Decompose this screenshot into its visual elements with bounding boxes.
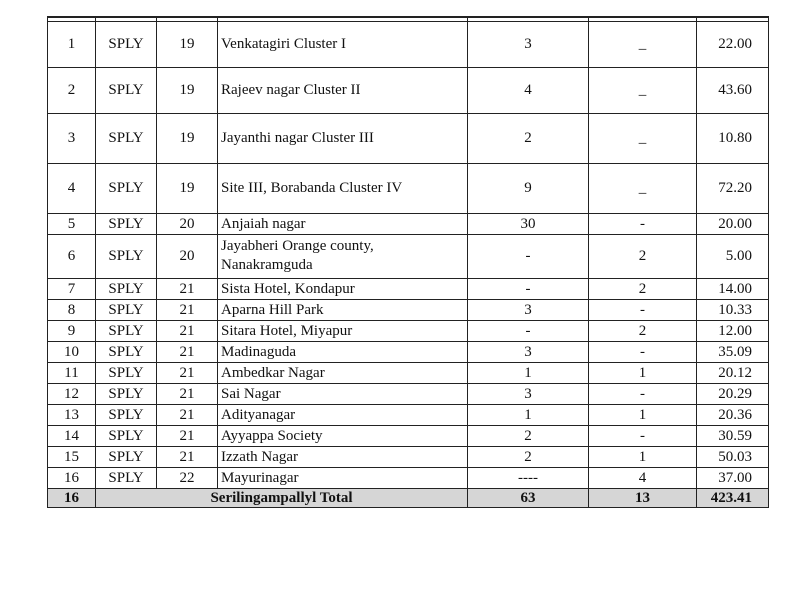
cell-amount: 35.09 (697, 341, 769, 362)
cell-count-b: - (589, 425, 697, 446)
cell-count-b: _ (589, 67, 697, 113)
cell-circle: SPLY (96, 404, 157, 425)
cell-sno: 3 (48, 113, 96, 163)
cell-location: Jayabheri Orange county, Nanakramguda (218, 234, 468, 278)
cell-circle: SPLY (96, 383, 157, 404)
cell-count-b: _ (589, 21, 697, 67)
cell-location: Aparna Hill Park (218, 299, 468, 320)
cell-circle: SPLY (96, 278, 157, 299)
cell-sno: 10 (48, 341, 96, 362)
cell-sno: 5 (48, 213, 96, 234)
cell-count-a: 1 (468, 362, 589, 383)
cell-count-a: 2 (468, 425, 589, 446)
total-row (48, 488, 769, 507)
cell-circle: SPLY (96, 425, 157, 446)
cell-count-a: 3 (468, 21, 589, 67)
cell-sno: 13 (48, 404, 96, 425)
cell-count-b: 2 (589, 320, 697, 341)
cell-ward: 21 (157, 341, 218, 362)
cell-count-a: 4 (468, 67, 589, 113)
cell-location: Izzath Nagar (218, 446, 468, 467)
table-row (48, 163, 769, 213)
cell-sno: 16 (48, 467, 96, 488)
cell-count-b: - (589, 299, 697, 320)
cell-amount: 12.00 (697, 320, 769, 341)
cell-count-a: 2 (468, 113, 589, 163)
cell-count-a: - (468, 234, 589, 278)
cell-ward: 20 (157, 213, 218, 234)
cell-amount: 50.03 (697, 446, 769, 467)
cell-sno: 6 (48, 234, 96, 278)
cell-count-a: 3 (468, 299, 589, 320)
cell-sno: 15 (48, 446, 96, 467)
cell-ward: 21 (157, 362, 218, 383)
cell-count-a: 2 (468, 446, 589, 467)
cell-location: Site III, Borabanda Cluster IV (218, 163, 468, 213)
table-row (48, 446, 769, 467)
cell-count-a: 1 (468, 404, 589, 425)
cell-count-b: - (589, 341, 697, 362)
cell-amount: 10.33 (697, 299, 769, 320)
table-row (48, 425, 769, 446)
cell-circle: SPLY (96, 362, 157, 383)
cell-circle: SPLY (96, 234, 157, 278)
cell-location: Venkatagiri Cluster I (218, 21, 468, 67)
cell-sno: 11 (48, 362, 96, 383)
cell-count-b: 4 (589, 467, 697, 488)
cell-count-a: - (468, 278, 589, 299)
cell-sno: 8 (48, 299, 96, 320)
cell-sno: 7 (48, 278, 96, 299)
cell-ward: 19 (157, 67, 218, 113)
cell-circle: SPLY (96, 446, 157, 467)
cell-ward: 19 (157, 21, 218, 67)
table-row (48, 21, 769, 67)
table-row (48, 341, 769, 362)
cell-amount: 22.00 (697, 21, 769, 67)
cell-circle: SPLY (96, 213, 157, 234)
cell-location: Mayurinagar (218, 467, 468, 488)
cell-location: Rajeev nagar Cluster II (218, 67, 468, 113)
cell-ward: 21 (157, 404, 218, 425)
table-body (48, 17, 769, 507)
cell-amount: 20.12 (697, 362, 769, 383)
cell-count-b: 1 (589, 446, 697, 467)
cell-circle: SPLY (96, 341, 157, 362)
cell-ward: 21 (157, 278, 218, 299)
cell-amount: 20.29 (697, 383, 769, 404)
cell-ward: 21 (157, 446, 218, 467)
table-row (48, 113, 769, 163)
cell-ward: 19 (157, 113, 218, 163)
table-row (48, 404, 769, 425)
cell-count-a: ---- (468, 467, 589, 488)
cell-circle: SPLY (96, 467, 157, 488)
cell-ward: 21 (157, 383, 218, 404)
cell-sno: 14 (48, 425, 96, 446)
table-row (48, 234, 769, 278)
total-amount: 423.41 (697, 488, 769, 507)
table-row (48, 467, 769, 488)
table-row (48, 278, 769, 299)
cell-amount: 10.80 (697, 113, 769, 163)
cell-amount: 72.20 (697, 163, 769, 213)
table-row (48, 67, 769, 113)
cell-location: Sai Nagar (218, 383, 468, 404)
cell-count-a: 3 (468, 341, 589, 362)
cell-circle: SPLY (96, 21, 157, 67)
data-table (47, 16, 769, 508)
cell-circle: SPLY (96, 113, 157, 163)
cell-count-a: 9 (468, 163, 589, 213)
cell-circle: SPLY (96, 299, 157, 320)
cell-ward: 21 (157, 425, 218, 446)
cell-sno: 2 (48, 67, 96, 113)
cell-amount: 37.00 (697, 467, 769, 488)
cell-location: Anjaiah nagar (218, 213, 468, 234)
cell-location: Sista Hotel, Kondapur (218, 278, 468, 299)
total-label: Serilingampallyl Total (96, 488, 468, 507)
cell-location: Ayyappa Society (218, 425, 468, 446)
cell-count-b: 2 (589, 278, 697, 299)
cell-location: Madinaguda (218, 341, 468, 362)
total-count-a: 63 (468, 488, 589, 507)
total-sno: 16 (48, 488, 96, 507)
cell-ward: 20 (157, 234, 218, 278)
cell-count-b: - (589, 383, 697, 404)
cell-ward: 21 (157, 299, 218, 320)
cell-count-b: _ (589, 163, 697, 213)
cell-location: Jayanthi nagar Cluster III (218, 113, 468, 163)
cell-circle: SPLY (96, 163, 157, 213)
table-row (48, 320, 769, 341)
cell-count-b: - (589, 213, 697, 234)
cell-location: Ambedkar Nagar (218, 362, 468, 383)
cell-location: Adityanagar (218, 404, 468, 425)
cell-amount: 14.00 (697, 278, 769, 299)
cell-ward: 21 (157, 320, 218, 341)
cell-count-a: 30 (468, 213, 589, 234)
cell-sno: 9 (48, 320, 96, 341)
cell-count-b: 1 (589, 362, 697, 383)
cell-amount: 43.60 (697, 67, 769, 113)
cell-sno: 12 (48, 383, 96, 404)
cell-amount: 5.00 (697, 234, 769, 278)
cell-sno: 4 (48, 163, 96, 213)
cell-sno: 1 (48, 21, 96, 67)
cell-count-b: _ (589, 113, 697, 163)
cell-circle: SPLY (96, 67, 157, 113)
cell-location: Sitara Hotel, Miyapur (218, 320, 468, 341)
total-count-b: 13 (589, 488, 697, 507)
cell-count-a: - (468, 320, 589, 341)
cell-amount: 30.59 (697, 425, 769, 446)
cell-count-b: 1 (589, 404, 697, 425)
cell-ward: 22 (157, 467, 218, 488)
table-row (48, 299, 769, 320)
cell-count-b: 2 (589, 234, 697, 278)
table-row (48, 362, 769, 383)
cell-amount: 20.00 (697, 213, 769, 234)
cell-amount: 20.36 (697, 404, 769, 425)
cell-count-a: 3 (468, 383, 589, 404)
table-row (48, 383, 769, 404)
cell-circle: SPLY (96, 320, 157, 341)
cell-ward: 19 (157, 163, 218, 213)
table-row (48, 213, 769, 234)
